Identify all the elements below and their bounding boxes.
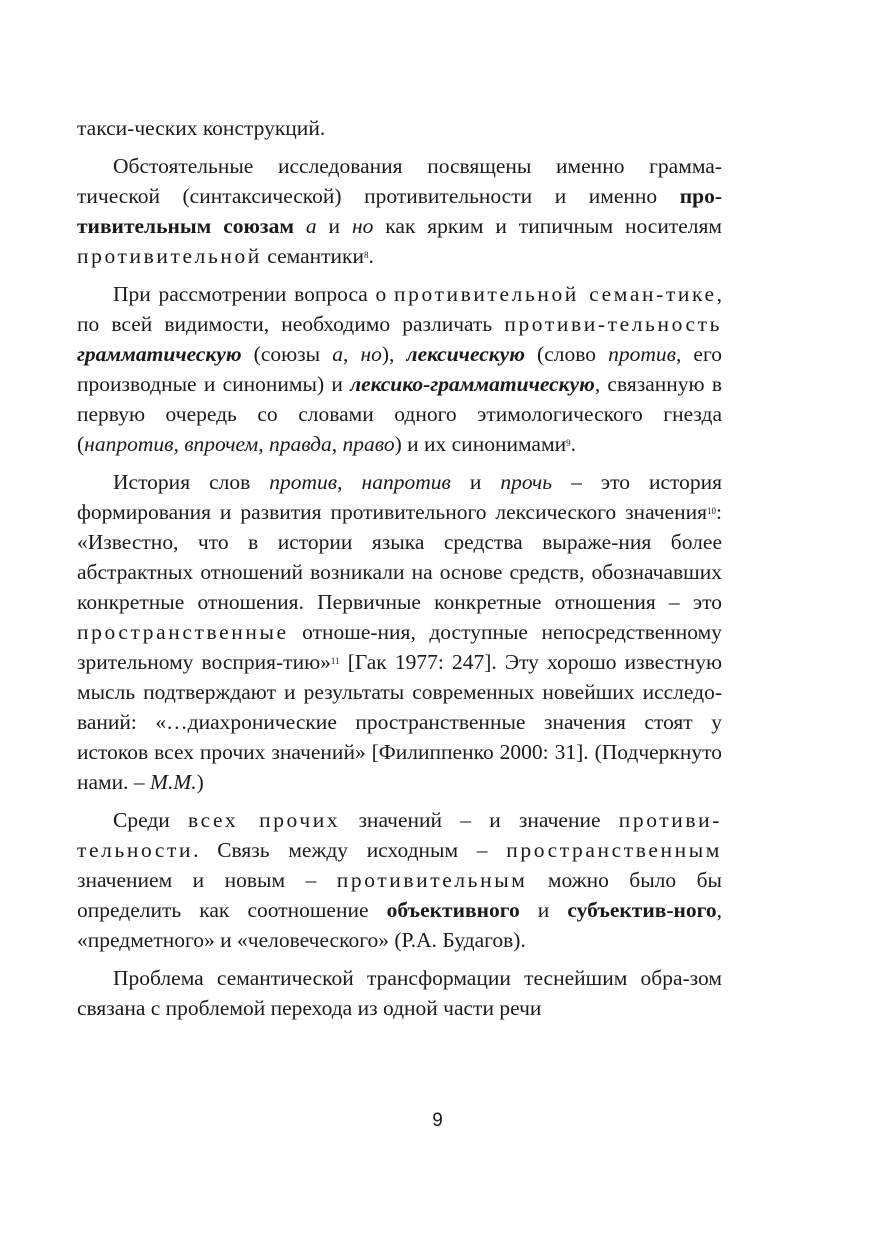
text-run: отноше-ния, доступные непосредственному зрительному восприя-тию»	[77, 620, 722, 674]
text-run: ,	[342, 342, 361, 366]
bold-italic-term: грамматическую	[77, 342, 242, 366]
text-run: .	[368, 244, 374, 268]
bold-term: объективного	[386, 898, 520, 922]
italic-term: но	[351, 214, 374, 238]
bold-italic-term: лексико-грамматическую	[350, 372, 595, 396]
text-run: , связанную в первую очередь со словами одного этимологического гнезда (	[77, 372, 722, 456]
spaced-term: пространственным	[506, 838, 722, 862]
text-run: (союзы	[241, 342, 333, 366]
text-run: Обстоятельные исследования посвящены именно грамма-тической (синтаксической) противительности и именно	[77, 154, 722, 208]
text-run: При рассмотрении вопроса о	[113, 282, 394, 306]
paragraph-6	[77, 963, 722, 1023]
text-run: – это история формирования и развития противительного лексического значения	[77, 470, 723, 524]
text-run: . Связь между исходным –	[193, 838, 507, 862]
italic-term: напротив	[84, 432, 174, 456]
spaced-term: противи-тельность	[504, 312, 722, 336]
text-run: ) и их синонимами	[394, 432, 567, 456]
italic-term: прочь	[500, 470, 553, 494]
footnote-ref: 9	[566, 438, 571, 448]
italic-term: впрочем	[184, 432, 259, 456]
spaced-term: противительным	[336, 868, 528, 892]
paragraph-3	[77, 279, 722, 459]
text-run: ,	[258, 432, 269, 456]
footnote-ref: 11	[330, 656, 340, 666]
italic-term: напротив	[361, 470, 451, 494]
spaced-term: противи-тельности	[77, 808, 722, 862]
text-run: можно было бы определить как соотношение	[77, 868, 722, 922]
italic-term: М.М.	[150, 770, 197, 794]
paragraph-1	[77, 113, 722, 143]
text-run: , его производные и синонимы) и	[77, 342, 722, 396]
text-run: ,	[173, 432, 185, 456]
text-run: Проблема семантической трансформации теснейшим обра-зом связана с проблемой перехода из одной части речи	[77, 966, 722, 1020]
text-run: , «предметного» и «человеческого» (Р.А. Будагов).	[77, 898, 722, 952]
paragraph-5	[77, 805, 722, 955]
text-run: Среди	[113, 808, 189, 832]
text-run: [Гак 1977: 247]. Эту хорошо известную мысль подтверждают и результаты современных новейших исследо-ваний: «…диахронические пространственные значения стоят у истоков всех прочих значений» [Филиппенко 2000: 31]. (Подчеркнуто нами. –	[77, 650, 723, 794]
text-run: ,	[331, 432, 343, 456]
italic-term: право	[342, 432, 395, 456]
text-run: семантики	[261, 244, 365, 268]
text-run: и	[519, 898, 568, 922]
italic-term: против	[269, 470, 338, 494]
page-number: 9	[432, 1110, 443, 1131]
text-run: ,	[337, 470, 362, 494]
paragraph-4	[77, 467, 722, 797]
bold-term: про-тивительным союзам	[77, 184, 722, 238]
bold-term: субъектив-ного	[567, 898, 717, 922]
spaced-term: всех прочих	[188, 808, 341, 832]
text-run: значением и новым –	[77, 868, 337, 892]
text-run: и	[316, 214, 352, 238]
text-run: История слов	[113, 470, 270, 494]
italic-term: а	[305, 214, 317, 238]
italic-term: правда	[268, 432, 332, 456]
text-run: , по всей видимости, необходимо различать	[77, 282, 722, 336]
italic-term: но	[360, 342, 382, 366]
footnote-ref: 8	[364, 250, 369, 260]
text-run: как ярким и типичным носителям	[373, 214, 722, 238]
italic-term: а	[332, 342, 343, 366]
text-run: : «Известно, что в истории языка средства выраже-ния более абстрактных отношений возникали на основе средств, обозначавших конкретные отношения. Первичные конкретные отношения – это	[77, 500, 722, 614]
italic-term: против	[608, 342, 676, 366]
text-run: .	[570, 432, 576, 456]
text-run	[294, 214, 306, 238]
text-run: )	[196, 770, 204, 794]
paragraph-2	[77, 151, 722, 271]
bold-italic-term: лексическую	[406, 342, 525, 366]
text-run: такси-ческих конструкций.	[77, 116, 326, 140]
spaced-term: пространственные	[77, 620, 289, 644]
text-run: и	[450, 470, 501, 494]
body-text	[77, 113, 722, 1031]
spaced-term: противительной семан-тике	[394, 282, 717, 306]
text-run: (слово	[524, 342, 609, 366]
spaced-term: противительной	[77, 244, 262, 268]
text-run: ),	[381, 342, 407, 366]
footnote-ref: 10	[707, 506, 717, 516]
text-run: значений – и значение	[340, 808, 619, 832]
